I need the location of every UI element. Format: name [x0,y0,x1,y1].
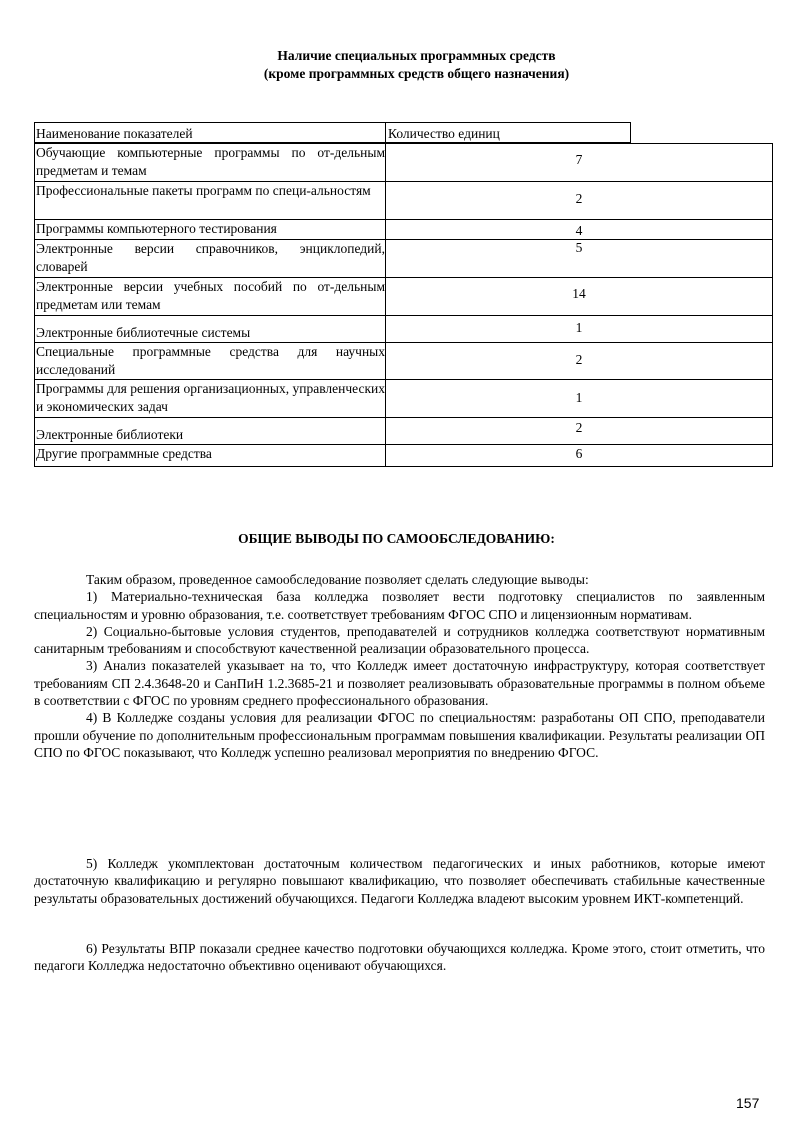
table-row [34,343,773,380]
row-value: 4 [386,220,773,240]
table-row [34,418,773,445]
table-rule [34,444,773,445]
table-rule [34,417,773,418]
row-value: 2 [386,418,773,445]
conclusion-item-6: 6) Результаты ВПР показали среднее качество подготовки обучающихся колледжа. Кроме этого, стоит отметить, что педагоги Колледжа недостаточно объективно оценивают обучающихся. [34,941,765,974]
table-rule [34,181,773,182]
row-name: Программы для решения организационных, управленческих и экономических задач [34,380,386,418]
table-row [34,278,773,316]
table-title [0,47,793,83]
conclusion-item-1: 1) Материально-техническая база колледжа позволяет вести подготовку специалистов по заявленным специальностям и уровню образования, т.е. соответствует требованиям ФГОС СПО и лицензионным нормативам. [34,589,765,622]
table-row [34,316,773,343]
row-name: Профессиональные пакеты программ по специ-альностям [34,182,386,220]
row-name: Электронные библиотеки [34,418,386,445]
table-row [34,220,773,240]
header-unit-count: Количество единиц [385,122,631,143]
page-number: 157 [736,1095,760,1111]
table-row [34,182,773,220]
row-value: 2 [386,343,773,380]
table-rule [34,315,773,316]
conclusion-item-5: 5) Колледж укомплектован достаточным количеством педагогических и иных работников, которые имеют достаточную квалификацию и регулярно повышают квалификацию, что позволяет обеспечивать стабильные качественные результаты образовательных достижений обучающихся. Педагоги Колледжа владеют высоким уровнем ИКТ-компетенций. [34,856,765,906]
row-name: Программы компьютерного тестирования [34,220,386,240]
table-rule [34,342,773,343]
table-rule [34,379,773,380]
table-rule [34,466,773,467]
table-header-row [34,122,631,143]
row-name: Электронные версии справочников, энциклопедий, словарей [34,240,386,278]
conclusions-block-1 [34,571,765,761]
table-row [34,445,773,466]
row-value: 2 [386,182,773,220]
conclusion-intro: Таким образом, проведенное самообследование позволяет сделать следующие выводы: [86,572,589,587]
row-name: Другие программные средства [34,445,386,466]
table-rule [34,219,773,220]
row-value: 14 [386,278,773,316]
row-value: 6 [386,445,773,466]
table-rule [34,143,773,144]
row-value: 1 [386,316,773,343]
table-row [34,144,773,182]
row-name: Специальные программные средства для научных исследований [34,343,386,380]
row-name: Обучающие компьютерные программы по от-дельным предметам и темам [34,144,386,182]
row-value: 7 [386,144,773,182]
conclusion-item-2: 2) Социально-бытовые условия студентов, преподавателей и сотрудников колледжа соответствуют нормативным санитарным требованиям и способствуют качественной реализации образовательного процесса. [34,623,765,657]
conclusions-block-2 [34,855,765,907]
table-row [34,380,773,418]
table-title-line-1: Наличие специальных программных средств [277,48,556,63]
row-name: Электронные версии учебных пособий по от-дельным предметам или темам [34,278,386,316]
header-indicator-name: Наименование показателей [34,122,385,143]
conclusions-heading: ОБЩИЕ ВЫВОДЫ ПО САМООБСЛЕДОВАНИЮ: [238,531,555,546]
conclusion-item-4: 4) В Колледже созданы условия для реализации ФГОС по специальностям: разработаны ОП СПО, преподаватели прошли обучение по дополнительным профессиональным программам повышения квалификации. Результаты реализации ОП СПО по ФГОС показывают, что Колледж успешно реализовал мероприятия по внедрению ФГОС. [34,710,765,760]
row-value: 1 [386,380,773,418]
table-row [34,240,773,278]
table-rule [34,239,773,240]
row-name: Электронные библиотечные системы [34,316,386,343]
row-value: 5 [386,240,773,278]
table-title-line-2: (кроме программных средств общего назначения) [263,66,570,81]
conclusion-item-3: 3) Анализ показателей указывает на то, что Колледж имеет достаточную инфраструктуру, которая соответствует требованиям СП 2.4.3648-20 и СанПиН 1.2.3685-21 и позволяет реализовывать образовательные программы в полном объеме в соответствии с ФГОС по уровням среднего профессионального образования. [34,658,765,709]
conclusions-block-3 [34,940,765,975]
table-rule [34,277,773,278]
